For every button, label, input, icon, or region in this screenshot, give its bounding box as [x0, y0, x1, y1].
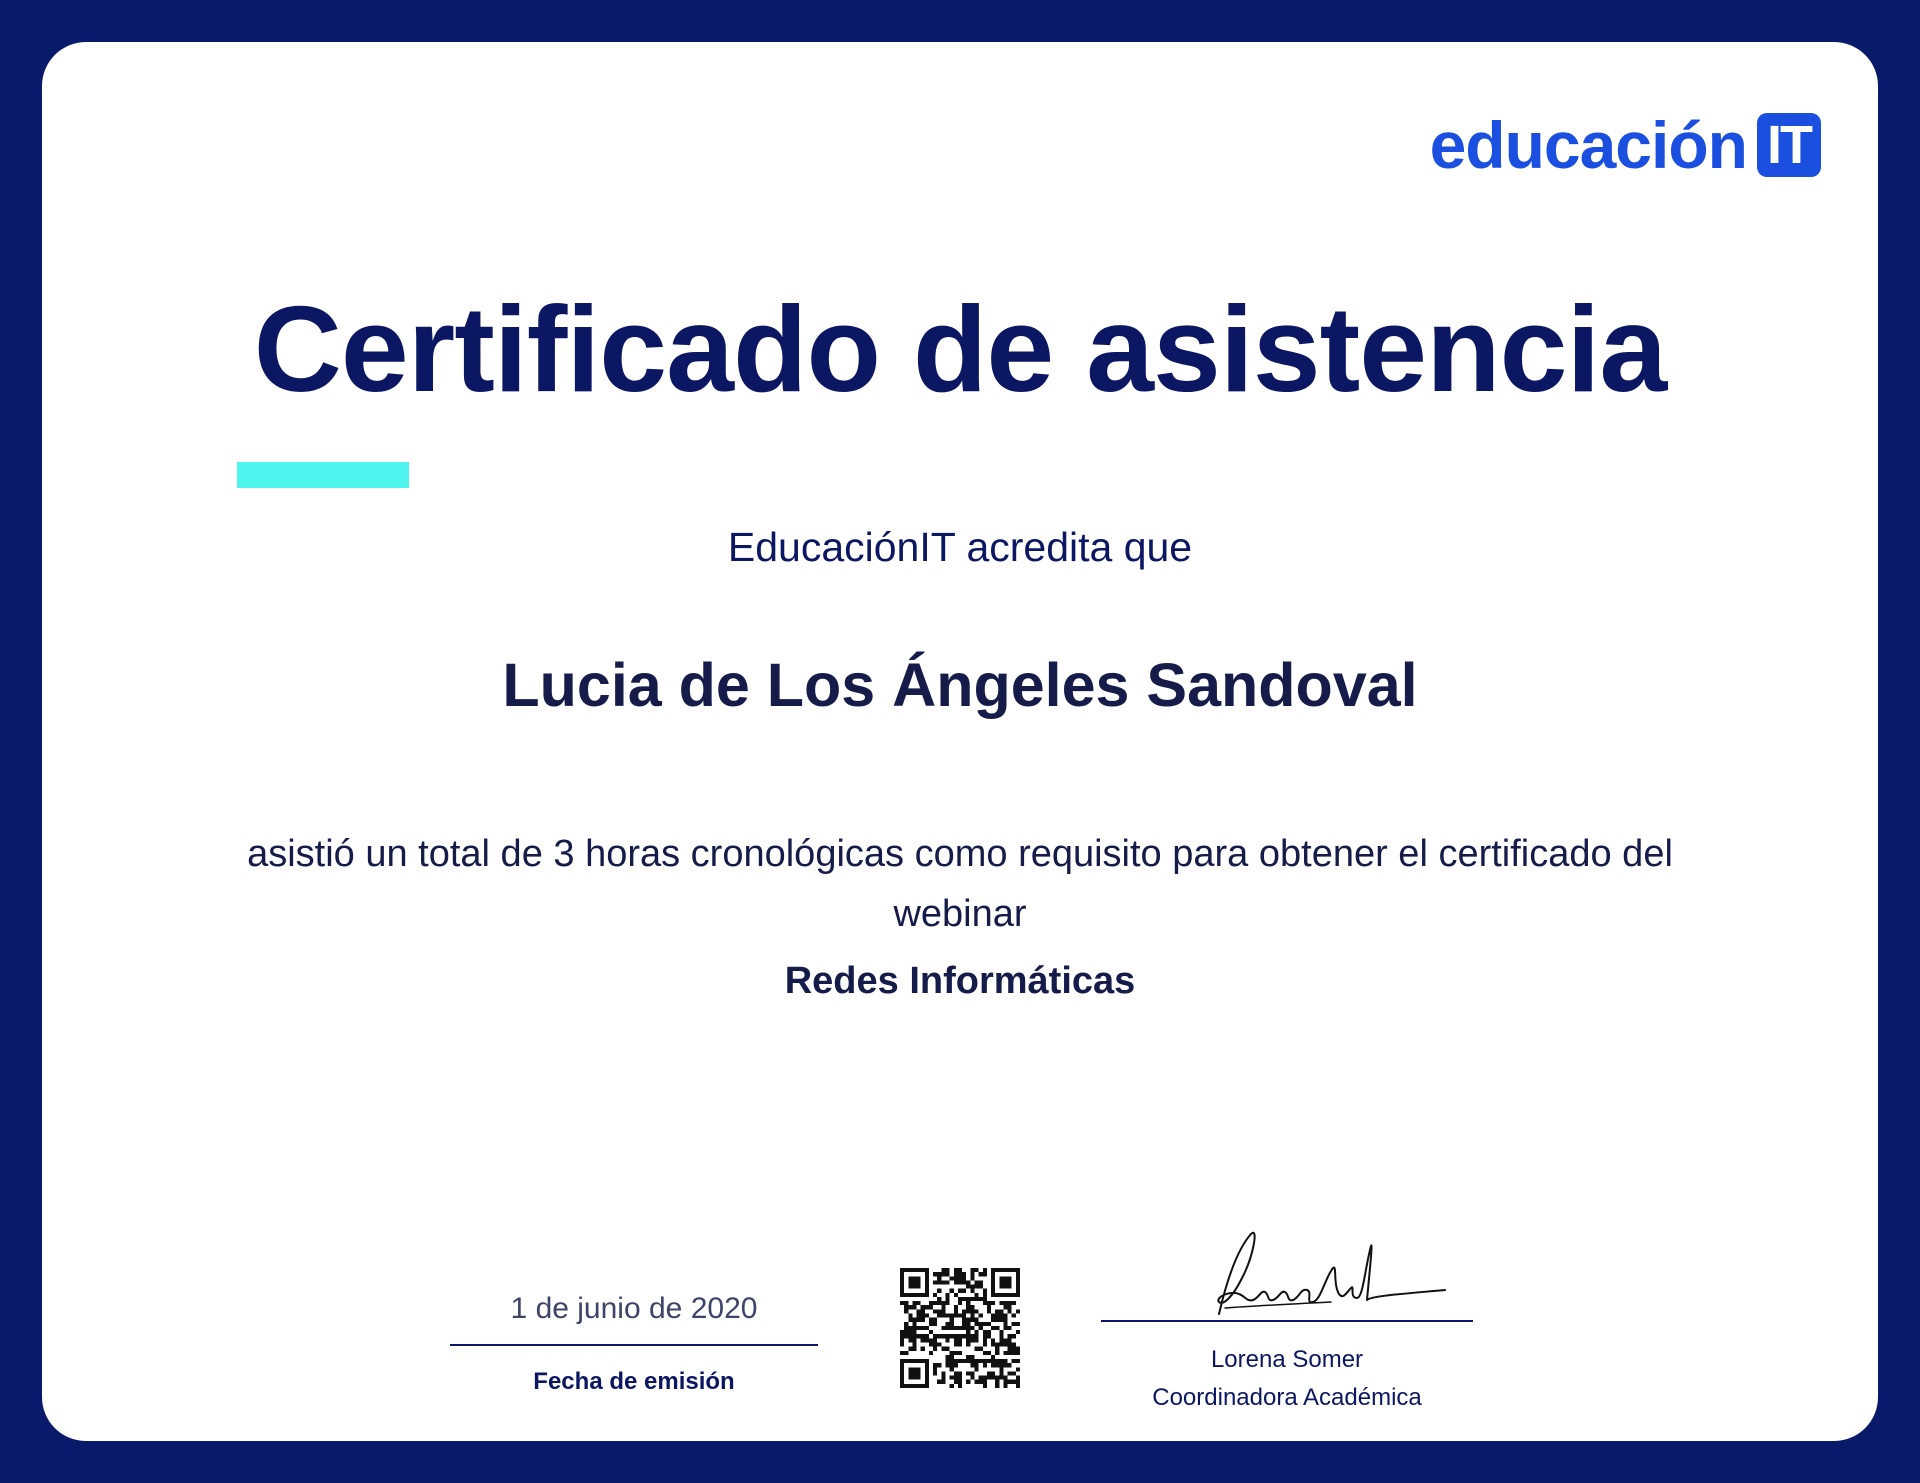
qr-code-icon: [900, 1268, 1020, 1388]
certificate-card: [42, 42, 1878, 1441]
signature-block: [1101, 1228, 1473, 1412]
signer-name: Lorena Somer: [1210, 1346, 1364, 1373]
logo-wordmark: educación: [1429, 108, 1747, 182]
certificate-title: Certificado de asistencia: [253, 281, 1667, 417]
course-name: Redes Informáticas: [784, 960, 1136, 1002]
logo-it-badge: IT: [1757, 113, 1821, 177]
issue-date: 1 de junio de 2020: [450, 1292, 818, 1346]
signer-role: Coordinadora Académica: [1152, 1384, 1422, 1411]
educacionit-logo: [1429, 108, 1821, 182]
attendance-description: asistió un total de 3 horas cronológicas como requisito para obtener el certificado del webinar: [247, 833, 1673, 935]
issue-date-block: [450, 1292, 818, 1396]
accredits-text: EducaciónIT acredita que: [727, 524, 1193, 570]
signature-image: [1101, 1228, 1473, 1322]
accent-bar: [237, 462, 409, 488]
recipient-name: Lucia de Los Ángeles Sandoval: [502, 651, 1418, 719]
issue-date-label: Fecha de emisión: [533, 1368, 735, 1395]
